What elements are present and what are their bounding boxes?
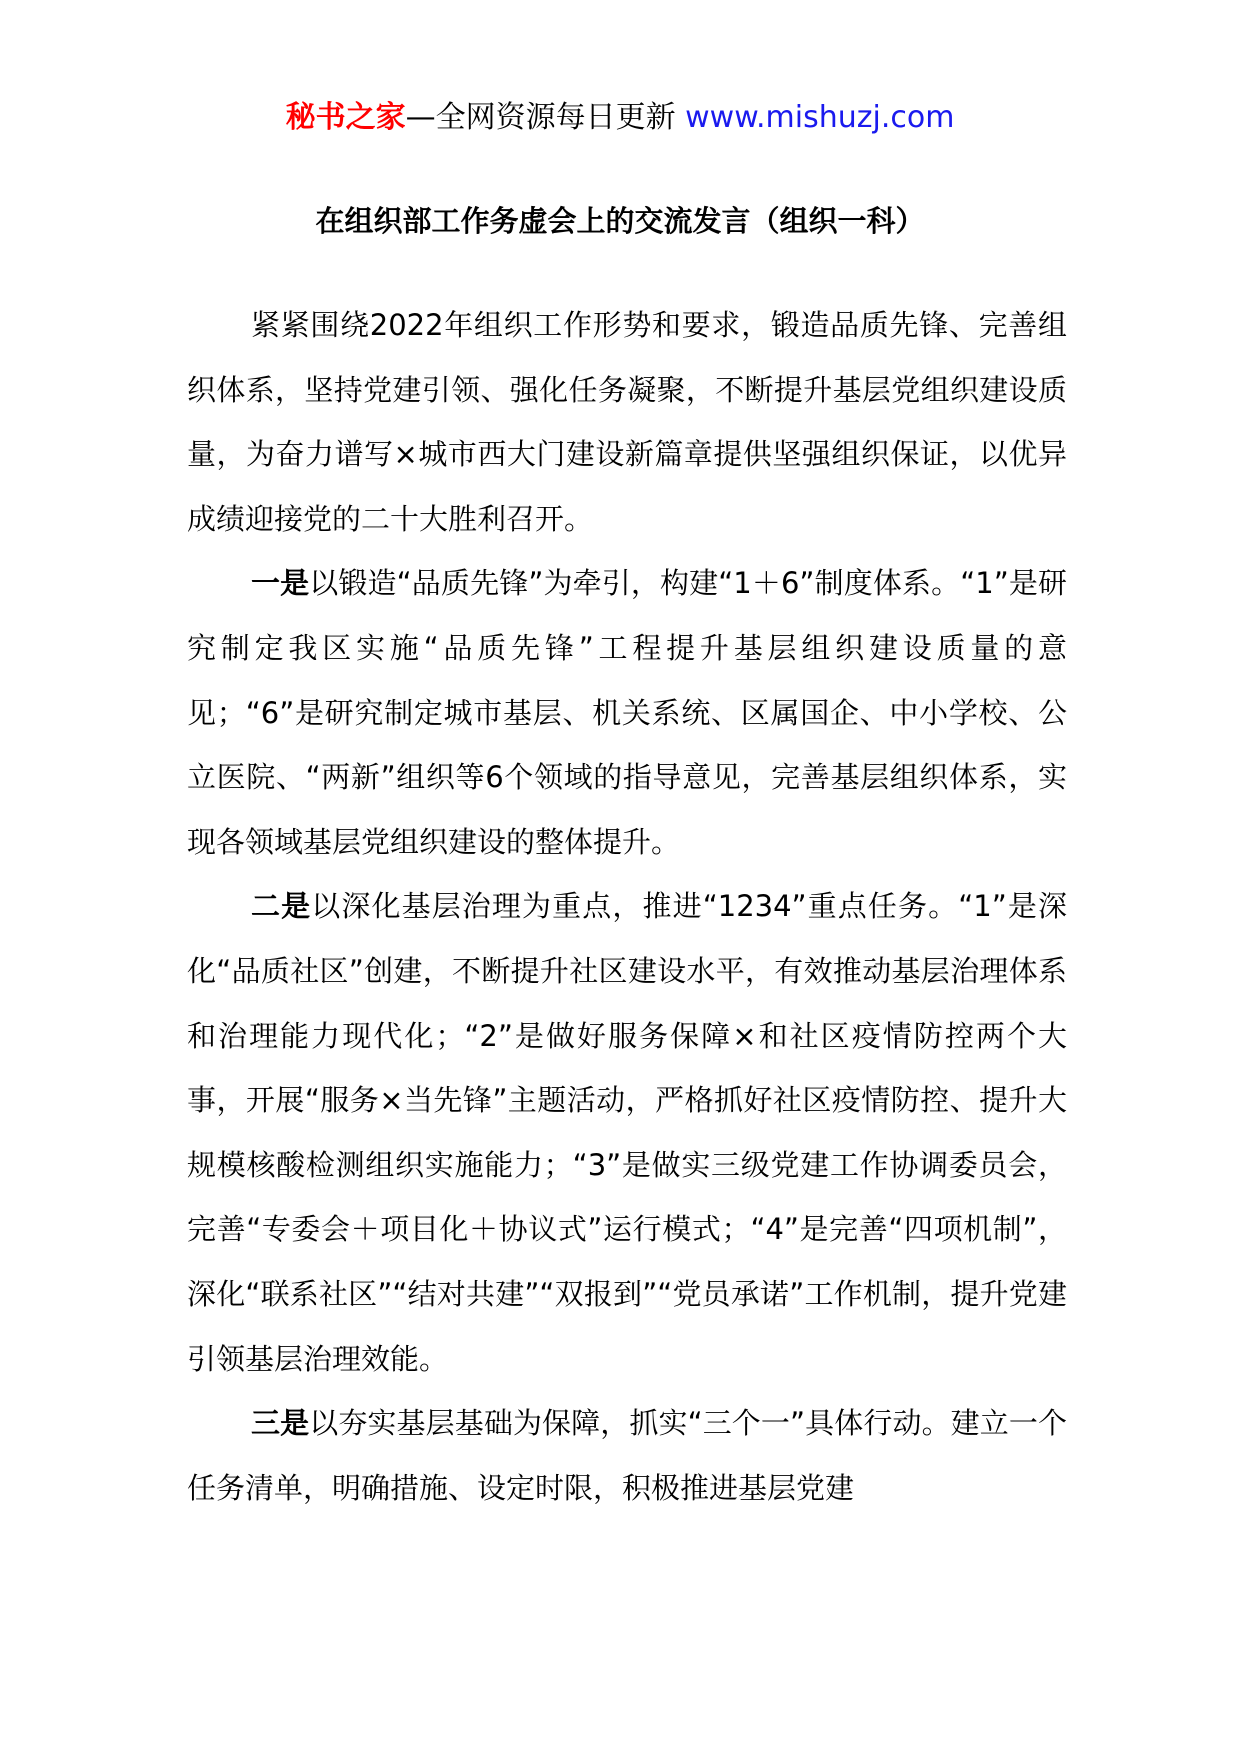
section-lead: 三是 [251,1406,310,1441]
document-title: 在组织部工作务虚会上的交流发言（组织一科） [315,204,925,238]
site-header [0,98,1240,138]
section-lead: 二是 [251,889,312,924]
section-text: 以锻造“品质先锋”为牵引，构建“1＋6”制度体系。“1”是研究制定我区实施“品质先锋”工程提升基层组织建设质量的意见；“6”是研究制定城市基层、机关系统、区属国企、中小学校、公立医院、“两新”组织等6个领域的指导意见，完善基层组织体系，实现各领域基层党组织建设的整体提升。 [187,566,1067,859]
site-tagline: —全网资源每日更新 [405,100,686,135]
section-paragraph-3 [187,1391,1067,1520]
section-paragraph-2 [187,874,1067,1391]
section-paragraph-1 [187,551,1067,874]
site-url-link[interactable]: www.mishuzj.com [685,100,955,135]
intro-paragraph: 紧紧围绕2022年组织工作形势和要求，锻造品质先锋、完善组织体系，坚持党建引领、强化任务凝聚，不断提升基层党组织建设质量，为奋力谱写×城市西大门建设新篇章提供坚强组织保证，以优异成绩迎接党的二十大胜利召开。 [187,308,1067,536]
section-lead: 一是 [251,566,310,601]
document-body [187,293,1067,1520]
section-text: 以深化基层治理为重点，推进“1234”重点任务。“1”是深化“品质社区”创建，不断提升社区建设水平，有效推动基层治理体系和治理能力现代化；“2”是做好服务保障×和社区疫情防控两个大事，开展“服务×当先锋”主题活动，严格抓好社区疫情防控、提升大规模核酸检测组织实施能力；“3”是做实三级党建工作协调委员会，完善“专委会＋项目化＋协议式”运行模式；“4”是完善“四项机制”，深化“联系社区”“结对共建”“双报到”“党员承诺”工作机制，提升党建引领基层治理效能。 [187,889,1067,1376]
section-text: 以夯实基层基础为保障，抓实“三个一”具体行动。建立一个任务清单，明确措施、设定时限，积极推进基层党建 [187,1406,1067,1505]
site-brand: 秘书之家 [285,100,406,135]
